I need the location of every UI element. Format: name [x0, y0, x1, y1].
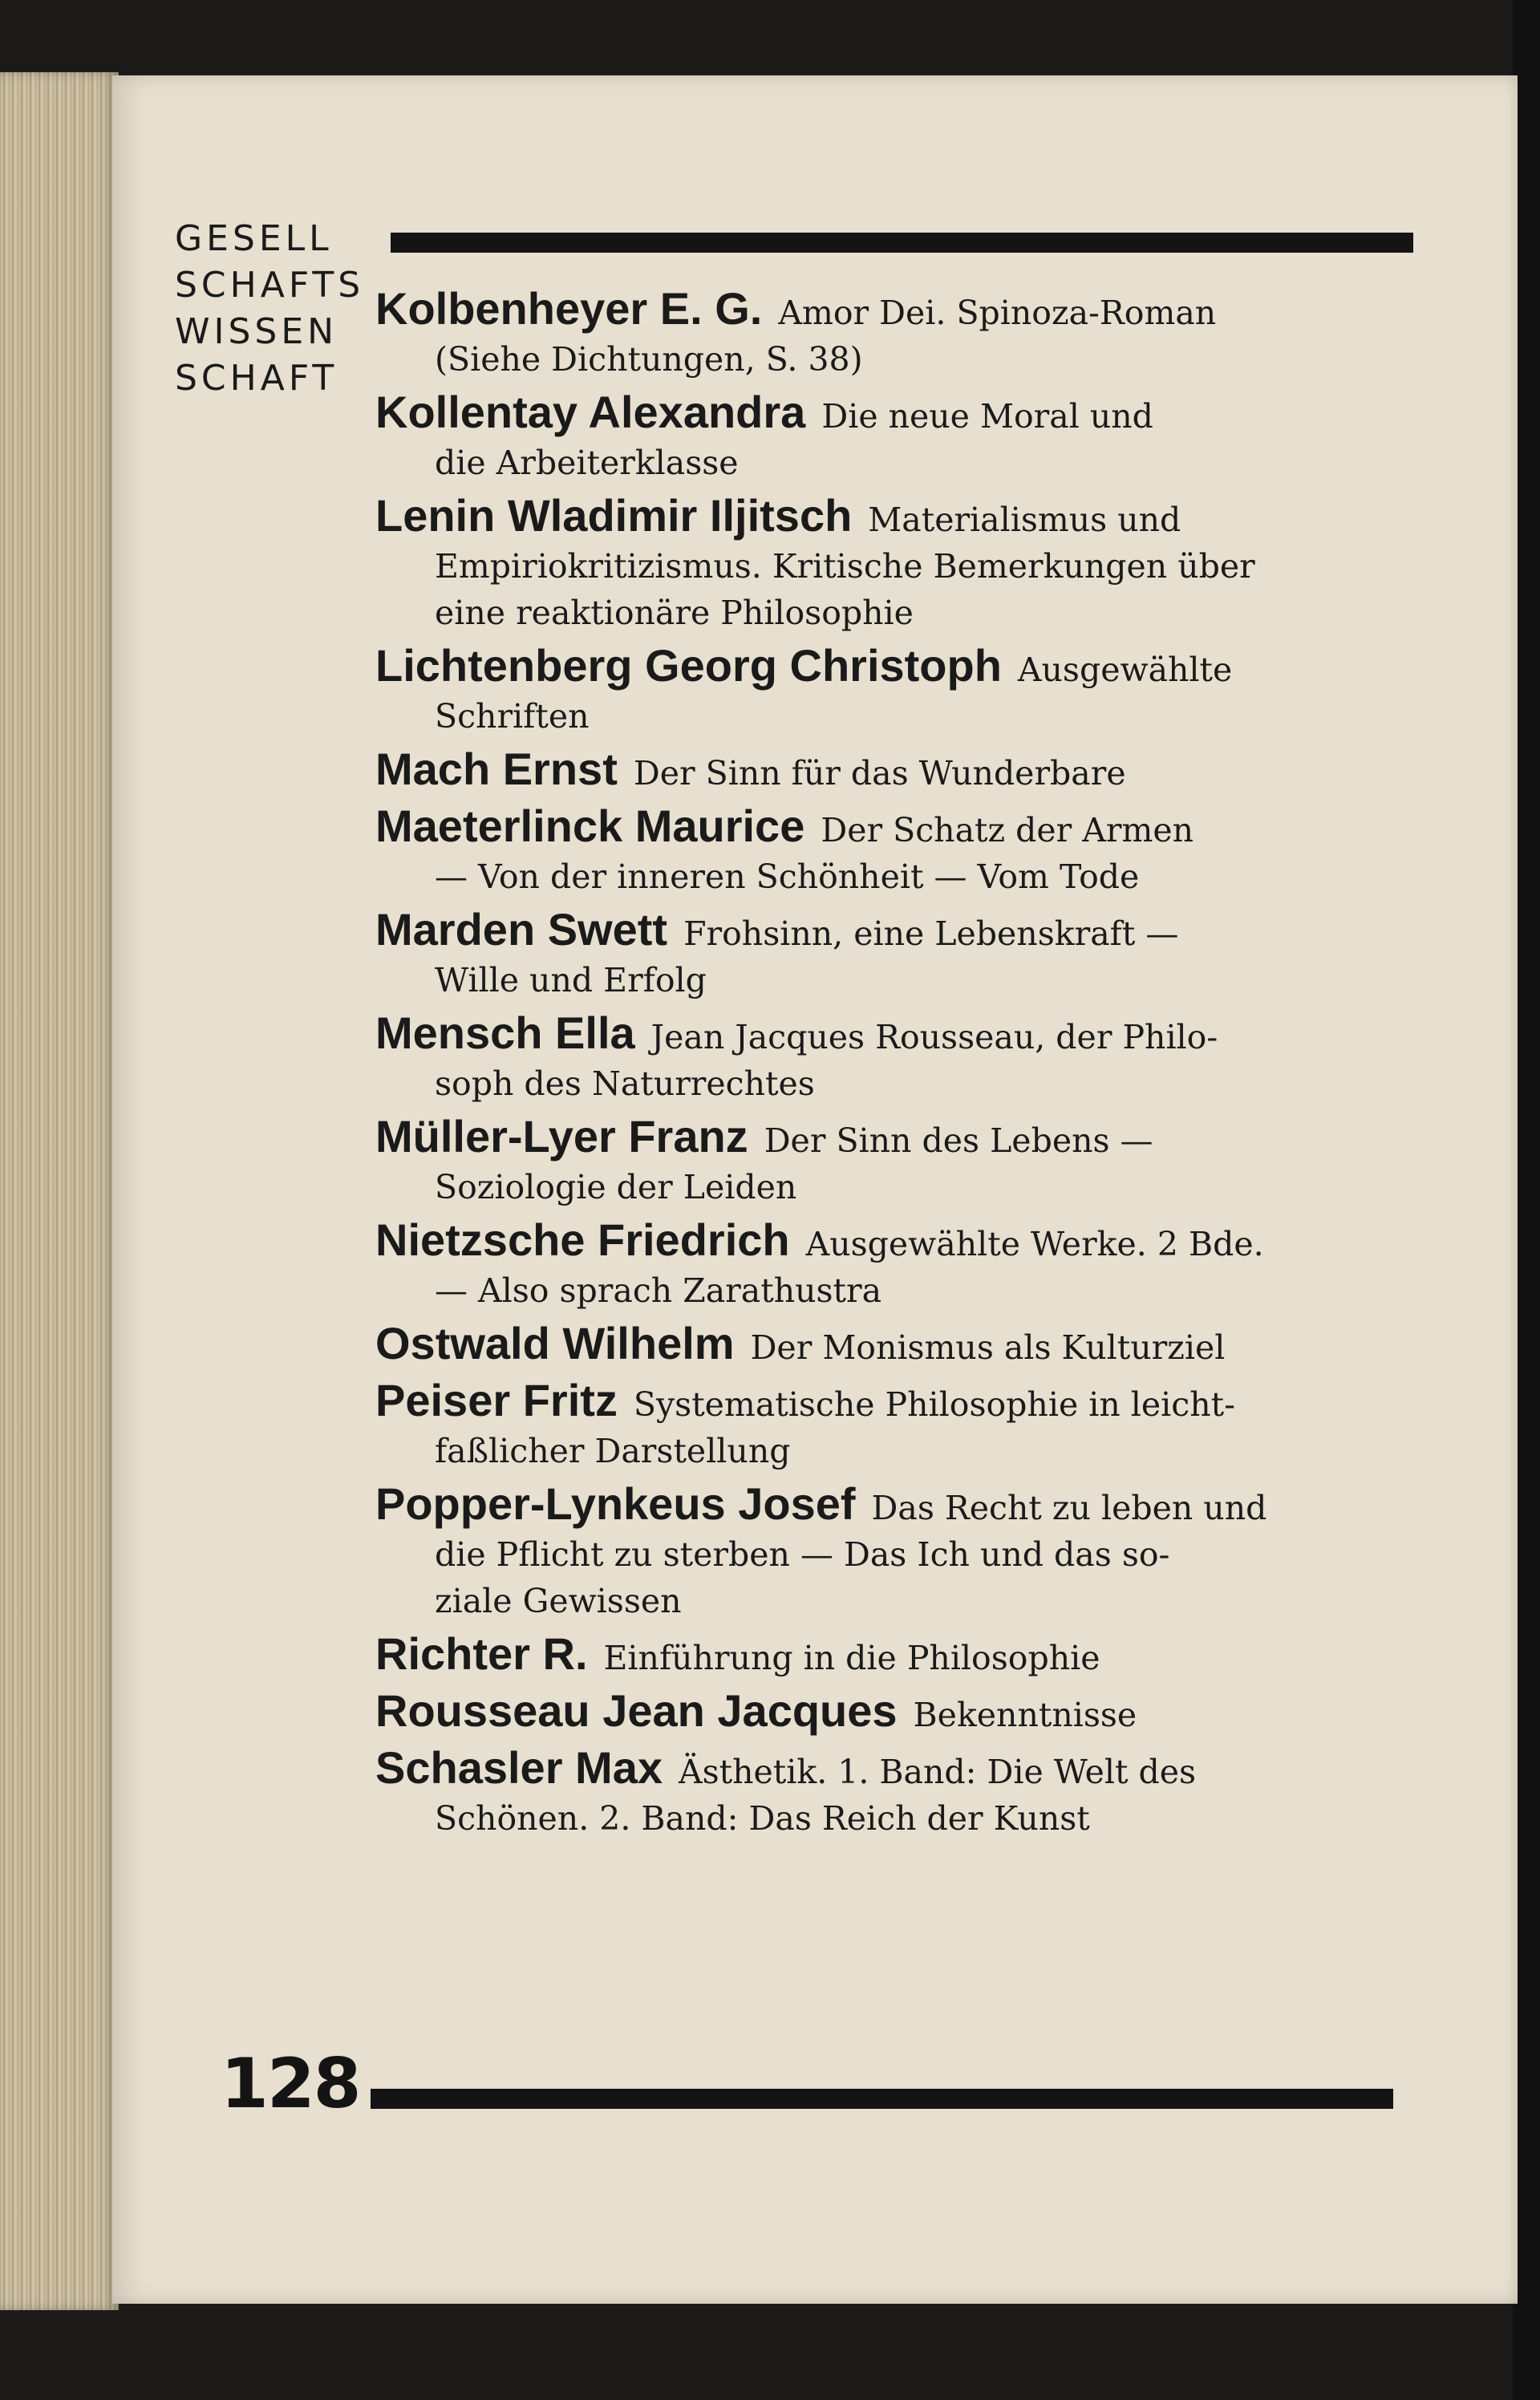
- entry-title: Die neue Moral und: [821, 397, 1153, 436]
- entry-title: Soziologie der Leiden: [435, 1168, 797, 1206]
- page-edges: [0, 72, 119, 2310]
- entry-author: Lichtenberg Georg Christoph: [375, 640, 1002, 691]
- entry-title: Jean Jacques Rousseau, der Philo-: [650, 1018, 1218, 1056]
- entry-title: die Pflicht zu sterben — Das Ich und das so-: [435, 1535, 1170, 1574]
- entry-author: Popper-Lynkeus Josef: [375, 1478, 856, 1529]
- entry-line: [375, 803, 1418, 853]
- bibliography-entry: [375, 1742, 1418, 1842]
- entry-title: Das Recht zu leben und: [871, 1489, 1267, 1527]
- entry-title: Ausgewählte Werke. 2 Bde.: [805, 1225, 1264, 1263]
- section-label-line: WISSEN: [175, 311, 338, 352]
- entry-line: [375, 336, 1418, 383]
- entry-title: Empiriokritizismus. Kritische Bemerkungen über: [435, 547, 1255, 586]
- entry-line: [375, 283, 1418, 336]
- entry-author: Peiser Fritz: [375, 1375, 618, 1425]
- entry-author: Schasler Max: [375, 1742, 663, 1793]
- entry-line: [375, 1795, 1418, 1842]
- bottom-rule: [371, 2089, 1393, 2109]
- entry-title: Frohsinn, eine Lebenskraft —: [683, 914, 1179, 953]
- entry-title: soph des Naturrechtes: [435, 1064, 815, 1103]
- entry-title: (Siehe Dichtungen, S. 38): [435, 340, 863, 379]
- entry-author: Richter R.: [375, 1628, 588, 1679]
- entry-author: Ostwald Wilhelm: [375, 1318, 735, 1368]
- entry-title: — Also sprach Zarathustra: [435, 1271, 882, 1310]
- entry-line: [375, 1007, 1418, 1060]
- entry-line: [375, 1628, 1418, 1681]
- entry-line: [375, 543, 1418, 590]
- bibliography-entry: [375, 283, 1418, 383]
- entry-title: Materialismus und: [868, 501, 1181, 539]
- section-label-line: SCHAFTS: [175, 265, 365, 306]
- bibliography-entry: [375, 1377, 1418, 1474]
- bibliography-entry: [375, 746, 1418, 797]
- entry-line: [375, 1742, 1418, 1795]
- entry-title: eine reaktionäre Philosophie: [435, 594, 914, 632]
- entry-line: [375, 1531, 1418, 1578]
- entry-line: [375, 1377, 1418, 1428]
- entry-line: [375, 640, 1418, 693]
- entry-line: [375, 1578, 1418, 1624]
- entry-author: Nietzsche Friedrich: [375, 1214, 790, 1265]
- entry-title: ziale Gewissen: [435, 1582, 682, 1620]
- section-label-line: SCHAFT: [175, 358, 338, 399]
- entry-author: Lenin Wladimir Iljitsch: [375, 490, 853, 541]
- book-page: [112, 75, 1518, 2304]
- section-label: [175, 216, 365, 402]
- entry-line: [375, 693, 1418, 740]
- entry-line: [375, 1478, 1418, 1531]
- entry-author: Rousseau Jean Jacques: [375, 1685, 898, 1736]
- bibliography-entry: [375, 1685, 1418, 1738]
- entry-title: Der Monismus als Kulturziel: [750, 1328, 1226, 1367]
- entry-title: Ästhetik. 1. Band: Die Welt des: [678, 1753, 1197, 1791]
- entry-line: [375, 853, 1418, 900]
- bibliography-entry: [375, 906, 1418, 1003]
- entry-title: Der Sinn des Lebens —: [764, 1121, 1153, 1160]
- entry-line: [375, 1685, 1418, 1738]
- entry-line: [375, 389, 1418, 440]
- entry-title: Wille und Erfolg: [435, 961, 707, 999]
- entry-line: [375, 957, 1418, 1003]
- entry-author: Müller-Lyer Franz: [375, 1111, 748, 1161]
- entry-line: [375, 1428, 1418, 1474]
- entry-title: Systematische Philosophie in leicht-: [633, 1385, 1235, 1424]
- bibliography-entry: [375, 389, 1418, 486]
- entry-line: [375, 1113, 1418, 1164]
- entry-title: Der Schatz der Armen: [821, 811, 1194, 849]
- bibliography-entry: [375, 1628, 1418, 1681]
- section-label-line: GESELL: [175, 218, 333, 259]
- page-number: 128: [221, 2044, 360, 2124]
- entry-line: [375, 490, 1418, 543]
- entry-line: [375, 590, 1418, 636]
- entry-line: [375, 906, 1418, 957]
- bibliography-entry: [375, 490, 1418, 636]
- entry-author: Marden Swett: [375, 904, 668, 955]
- entry-title: Der Sinn für das Wunderbare: [633, 754, 1126, 793]
- bibliography-entry: [375, 1113, 1418, 1210]
- bibliography-entry: [375, 1214, 1418, 1314]
- entry-title: faßlicher Darstellung: [435, 1432, 791, 1470]
- entry-line: [375, 1320, 1418, 1371]
- entry-title: Schönen. 2. Band: Das Reich der Kunst: [435, 1799, 1090, 1838]
- entry-author: Kolbenheyer E. G.: [375, 283, 763, 334]
- entry-title: Schriften: [435, 697, 590, 736]
- entry-author: Mach Ernst: [375, 744, 618, 794]
- bibliography-list: [375, 283, 1418, 1848]
- entry-title: Ausgewählte: [1017, 651, 1233, 689]
- entry-line: [375, 440, 1418, 486]
- entry-line: [375, 1164, 1418, 1210]
- entry-title: die Arbeiterklasse: [435, 444, 739, 482]
- entry-title: Bekenntnisse: [913, 1696, 1137, 1734]
- entry-title: Einführung in die Philosophie: [603, 1639, 1100, 1677]
- entry-line: [375, 1267, 1418, 1314]
- entry-author: Maeterlinck Maurice: [375, 801, 805, 851]
- entry-title: — Von der inneren Schönheit — Vom Tode: [435, 857, 1140, 896]
- bibliography-entry: [375, 1320, 1418, 1371]
- entry-line: [375, 746, 1418, 797]
- entry-title: Amor Dei. Spinoza-Roman: [778, 294, 1217, 332]
- bibliography-entry: [375, 803, 1418, 900]
- bibliography-entry: [375, 1007, 1418, 1107]
- entry-author: Kollentay Alexandra: [375, 387, 806, 437]
- bibliography-entry: [375, 1478, 1418, 1624]
- bibliography-entry: [375, 640, 1418, 740]
- entry-line: [375, 1060, 1418, 1107]
- entry-line: [375, 1214, 1418, 1267]
- entry-author: Mensch Ella: [375, 1007, 635, 1058]
- top-rule: [391, 233, 1413, 253]
